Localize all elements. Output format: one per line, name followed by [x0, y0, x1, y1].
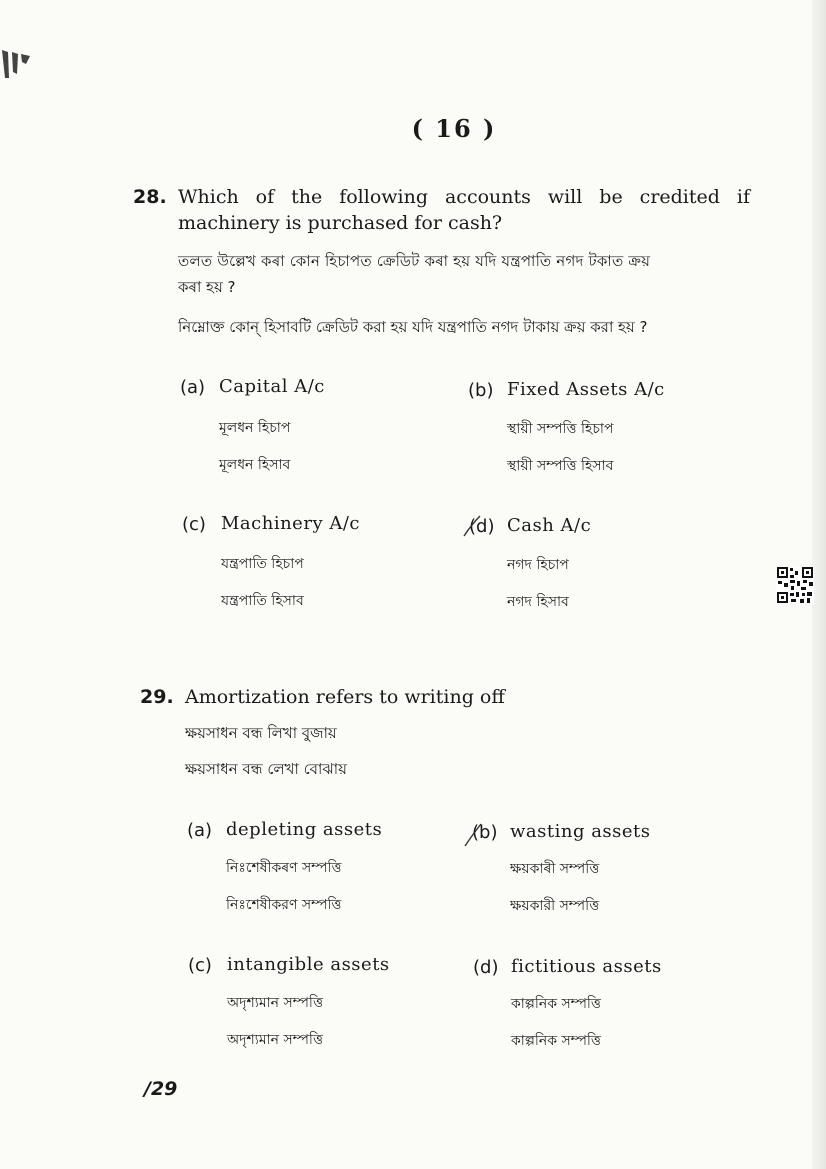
- option-c-letter: (c): [182, 514, 206, 535]
- option-a-letter: (a): [180, 377, 206, 398]
- option-d-bengali: কাল্পনিক সম্পত্তি: [511, 1033, 601, 1049]
- option-b-letter: (b): [472, 822, 498, 843]
- option-b-english: Fixed Assets A/c: [507, 379, 665, 400]
- option-c-english: intangible assets: [227, 954, 390, 975]
- option-c-assamese: যন্ত্ৰপাতি হিচাপ: [221, 556, 304, 572]
- option-a-bengali: মূলধন হিসাব: [219, 457, 291, 473]
- option-a-assamese: মূলধন হিচাপ: [219, 420, 291, 436]
- option-b-english: wasting assets: [510, 821, 651, 842]
- option-c-english: Machinery A/c: [221, 513, 360, 534]
- option-d-english: Cash A/c: [507, 515, 592, 536]
- question-bengali: নিম্নোক্ত কোন্ হিসাবটি ক্রেডিট করা হয় যদি যন্ত্রপাতি নগদ টাকায় ক্রয় করা হয় ?: [178, 318, 648, 336]
- qr-code-icon: [776, 566, 814, 604]
- option-c-letter: (c): [188, 955, 212, 976]
- option-d-bengali: নগদ হিসাব: [507, 594, 569, 610]
- pen-tick-mark: [463, 822, 483, 850]
- option-b-bengali: স্থায়ী সম্পত্তি হিসাব: [507, 458, 614, 474]
- option-d-assamese: কাল্পনিক সম্পত্তি: [511, 996, 601, 1012]
- question-text-line2: machinery is purchased for cash?: [178, 212, 503, 234]
- question-assamese-line1: তলত উল্লেখ কৰা কোন হিচাপত ক্ৰেডিট কৰা হয় যদি যন্ত্ৰপাতি নগদ টকাত ক্ৰয়: [178, 252, 651, 270]
- option-a-english: depleting assets: [226, 819, 383, 840]
- footer-code: /29: [144, 1078, 178, 1100]
- question-text-line1: Amortization refers to writing off: [185, 686, 505, 708]
- option-d-english: fictitious assets: [511, 956, 662, 977]
- question-text-line1: Which of the following accounts will be credited if: [178, 186, 750, 208]
- option-d-assamese: নগদ হিচাপ: [507, 557, 569, 573]
- page-edge-shadow: [812, 0, 826, 1169]
- option-b-bengali: ক্ষয়কারী সম্পত্তি: [510, 898, 600, 914]
- option-b-assamese: ক্ষয়কাৰী সম্পত্তি: [510, 861, 600, 877]
- option-d-letter: (d): [473, 957, 499, 978]
- option-c-assamese: অদৃশ্যমান সম্পত্তি: [227, 995, 323, 1011]
- question-number: 28.: [133, 186, 167, 208]
- option-b-letter: (b): [468, 380, 494, 401]
- option-a-letter: (a): [187, 820, 213, 841]
- option-c-bengali: যন্ত্রপাতি হিসাব: [221, 593, 304, 609]
- option-b-assamese: স্থায়ী সম্পত্তি হিচাপ: [507, 421, 614, 437]
- pen-tick-mark: [462, 514, 482, 540]
- option-a-assamese: নিঃশেষীকৰণ সম্পত্তি: [226, 860, 342, 876]
- option-c-bengali: অদৃশ্যমান সম্পত্তি: [227, 1032, 323, 1048]
- question-bengali: ক্ষয়সাধন বন্ধ লেখা বোঝায়: [185, 760, 347, 778]
- option-a-bengali: নিঃশেষীকরণ সম্পত্তি: [226, 897, 342, 913]
- option-d-letter: (d): [469, 516, 495, 537]
- option-a-english: Capital A/c: [219, 376, 325, 397]
- torn-corner-mark: [0, 44, 34, 82]
- page-number: ( 16 ): [411, 114, 497, 143]
- question-assamese-line2: কৰা হয় ?: [178, 278, 236, 296]
- question-assamese-line1: ক্ষয়সাধন বন্ধ লিখা বুজায়: [185, 724, 337, 742]
- question-number: 29.: [140, 686, 174, 708]
